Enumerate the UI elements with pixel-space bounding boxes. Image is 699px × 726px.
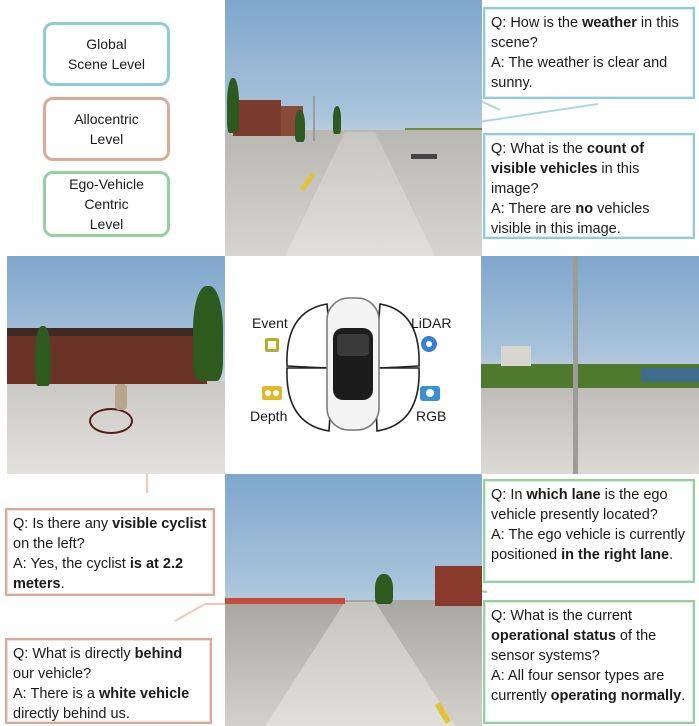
qa-cyclist-q1: Q: Is there any: [13, 516, 113, 532]
qa-sensor-a2: .: [681, 688, 686, 704]
qa-lane-q1: Q: In: [491, 487, 527, 503]
connector-behind-a: [175, 604, 205, 621]
qa-cyclist-q2: on the left?: [13, 536, 85, 552]
qa-sensor-a1: A: All four sensor types are currently: [491, 668, 665, 704]
qa-sensor-q-bold: operational status: [491, 628, 616, 644]
label-lidar: LiDAR: [411, 315, 452, 331]
scene-front-view: [225, 0, 482, 256]
qa-sensor-q1: Q: What is the current: [491, 608, 633, 624]
sensor-diagram: [225, 256, 481, 474]
legend-global-level: Global Scene Level: [43, 22, 170, 86]
qa-sensor-q2: of the sensor systems?: [491, 628, 657, 664]
qa-lane-a-bold: in the right lane: [561, 547, 670, 563]
qa-lane-a2: .: [669, 547, 674, 563]
qa-weather-answer: A: The weather is clear and sunny.: [491, 55, 668, 91]
qa-vehicle-count: [483, 133, 695, 239]
qa-lane-a1: A: The ego vehicle is currently positioned: [491, 527, 685, 563]
qa-count-q2: in this image?: [491, 161, 640, 197]
qa-weather-q1: Q: How is the: [491, 15, 583, 31]
qa-weather-q-bold: weather: [582, 15, 637, 31]
qa-count-a2: vehicles visible in this image.: [491, 201, 650, 237]
qa-behind-a2: directly behind us.: [13, 706, 130, 722]
qa-weather: [483, 7, 695, 99]
sensor-layout: [225, 256, 481, 474]
label-depth: Depth: [250, 408, 288, 424]
qa-cyclist-a1: A: Yes, the cyclist: [13, 556, 130, 572]
qa-ego-lane: [483, 479, 695, 583]
label-rgb: RGB: [416, 408, 447, 424]
qa-lane-q-bold: which lane: [526, 487, 601, 503]
qa-sensor-a-bold: operating normally: [550, 688, 682, 704]
qa-sensor-status: [483, 600, 695, 724]
qa-behind-a1: A: There is a: [13, 686, 99, 702]
legend-allocentric-level: Allocentric Level: [43, 97, 170, 161]
scene-left-view: [7, 256, 225, 474]
qa-behind-q2: our vehicle?: [13, 666, 92, 682]
qa-cyclist-q-bold: visible cyclist: [112, 516, 207, 532]
qa-cyclist-a2: .: [60, 576, 65, 592]
qa-cyclist: [5, 508, 215, 596]
scene-rear-view: [225, 474, 482, 726]
qa-behind-a-bold: white vehicle: [98, 686, 190, 702]
qa-count-q1: Q: What is the: [491, 141, 587, 157]
qa-cyclist-a-bold: is at 2.2 meters: [13, 556, 184, 592]
qa-count-a1: A: There are: [491, 201, 576, 217]
qa-count-q-bold: count of visible vehicles: [491, 141, 645, 177]
qa-behind-q-bold: behind: [134, 646, 183, 662]
qa-behind-q1: Q: What is directly: [13, 646, 135, 662]
label-event: Event: [252, 315, 288, 331]
qa-count-a-bold: no: [575, 201, 594, 217]
qa-lane-q2: is the ego vehicle presently located?: [491, 487, 668, 523]
qa-weather-q2: in this scene?: [491, 15, 679, 51]
qa-behind-vehicle: [5, 638, 212, 724]
scene-right-view: [481, 256, 699, 474]
legend-ego-vehicle-level: Ego-Vehicle Centric Level: [43, 171, 170, 237]
